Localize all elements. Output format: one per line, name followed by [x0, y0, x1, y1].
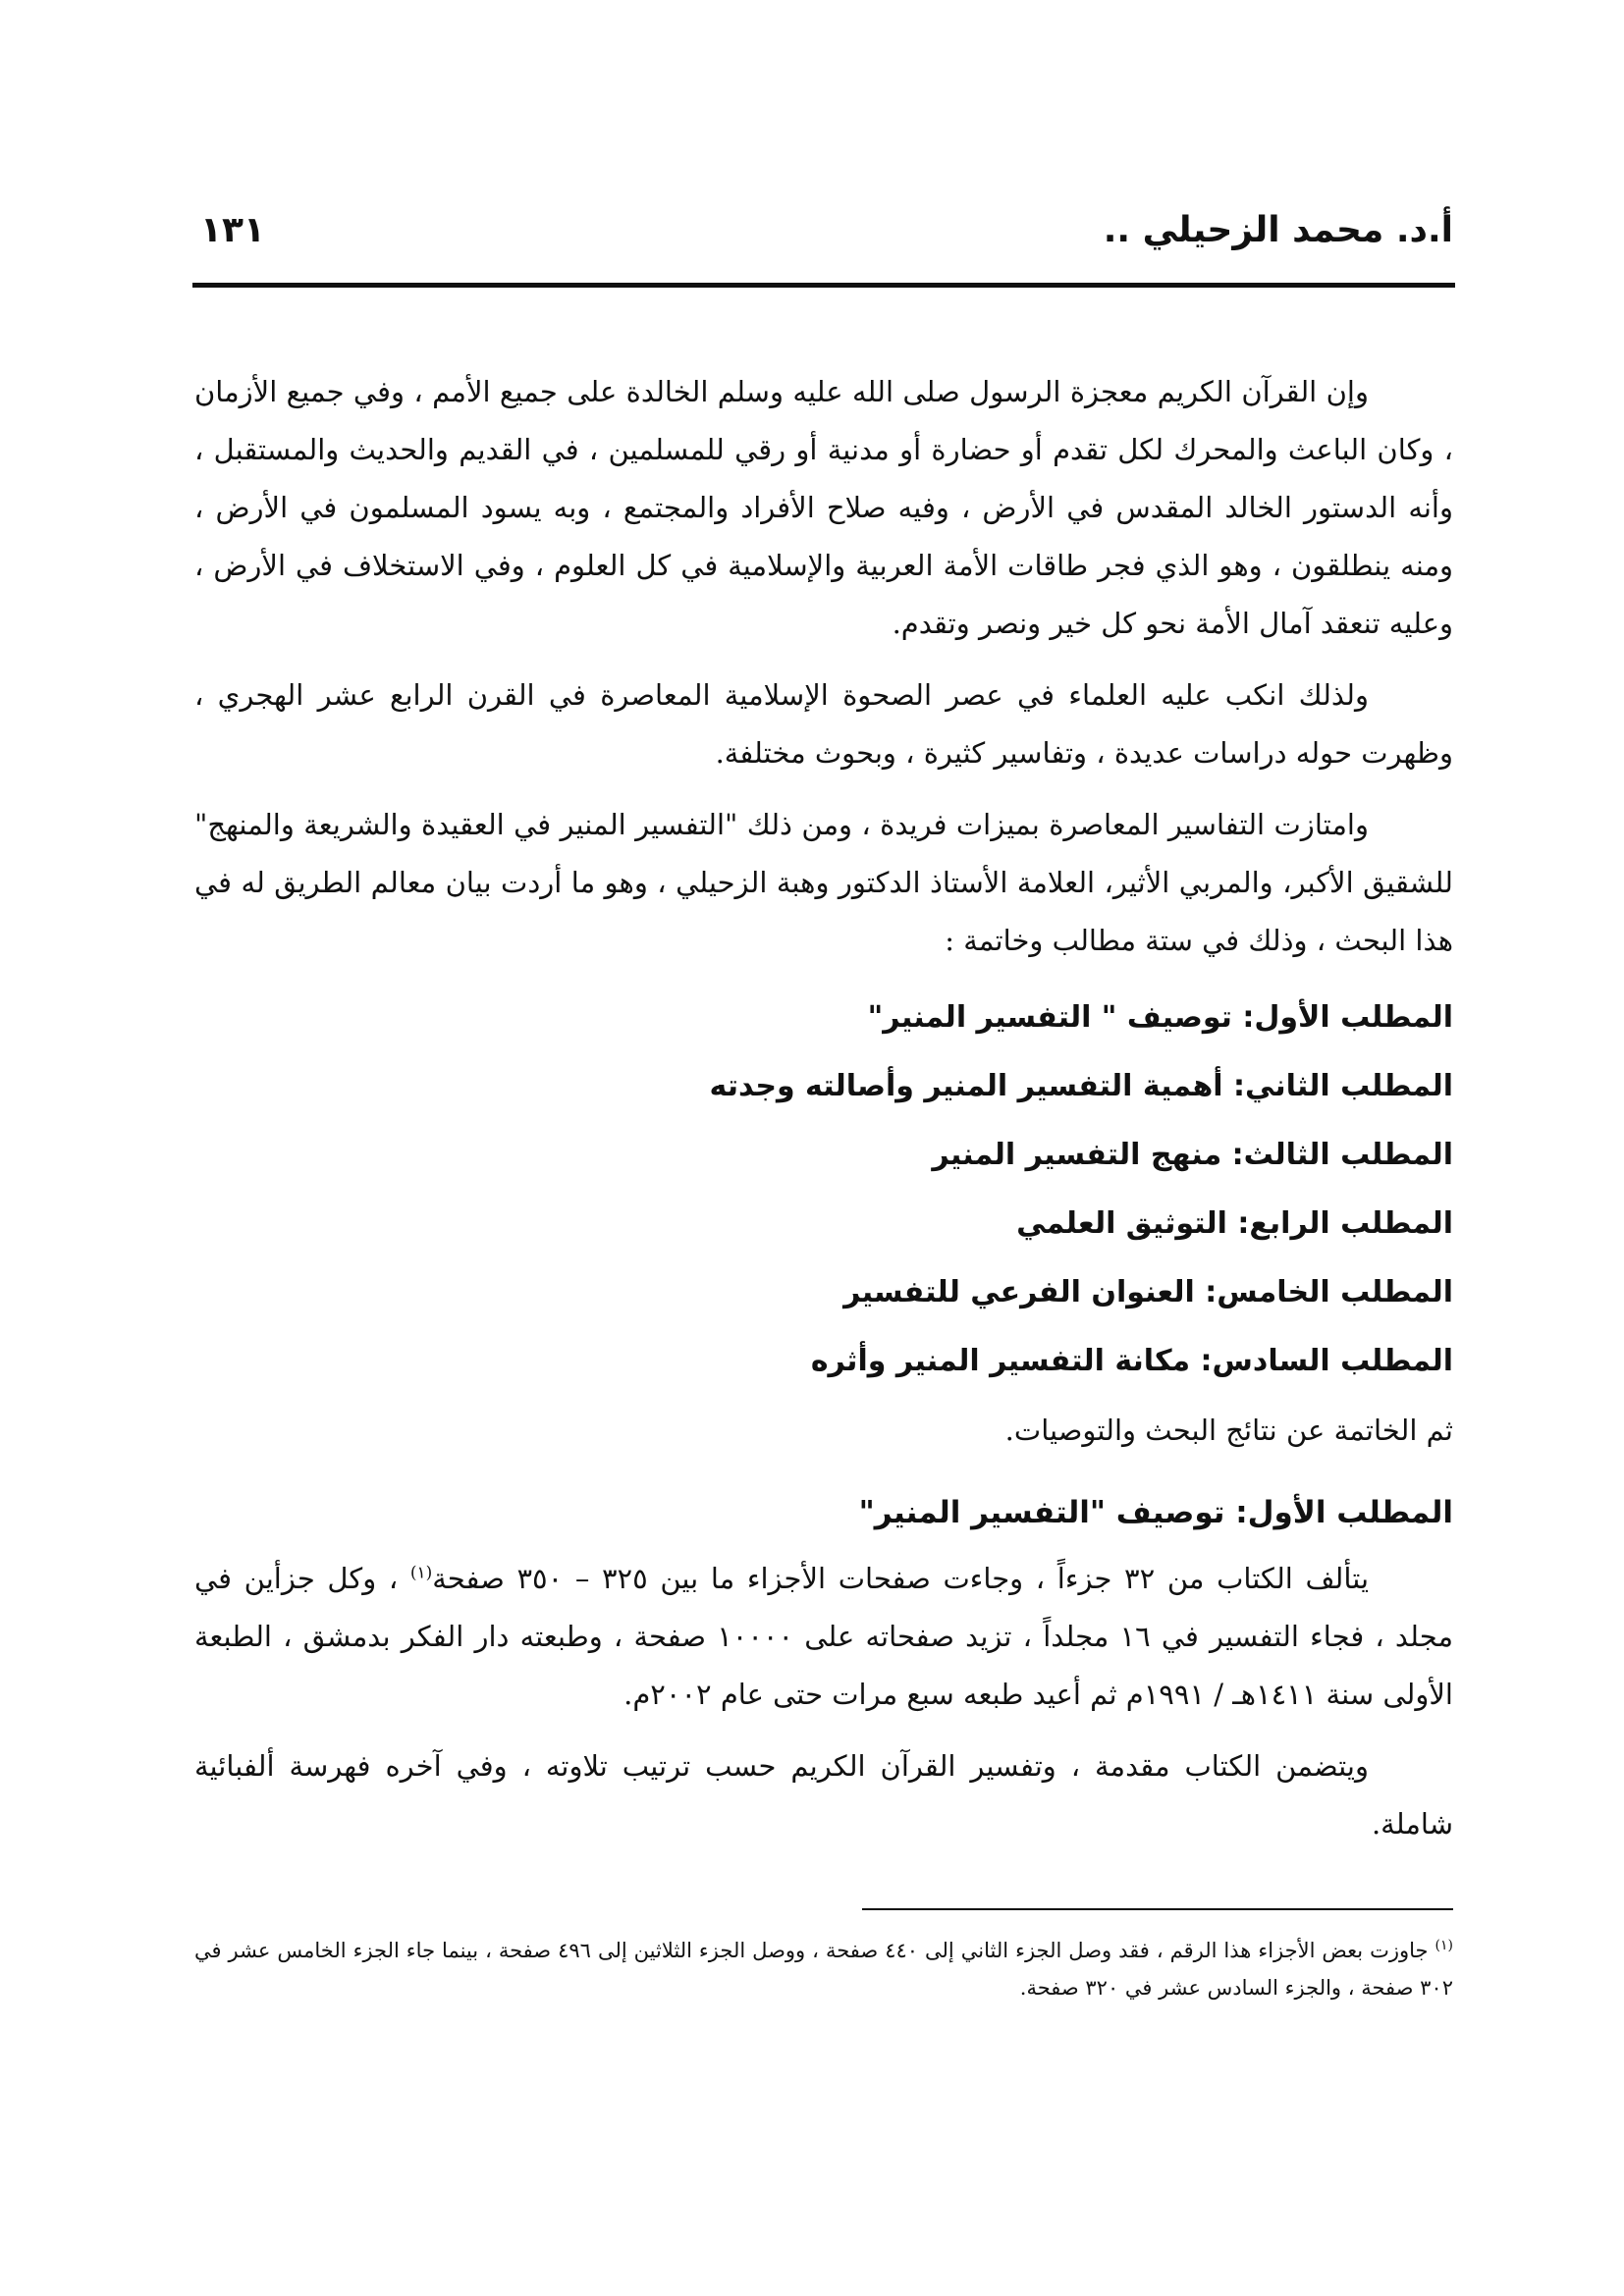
- header-divider: [192, 283, 1455, 288]
- main-text: [194, 363, 1453, 1867]
- list-item: المطلب الثاني: أهمية التفسير المنير وأصالته وجدته: [709, 1069, 1453, 1103]
- running-header: [194, 206, 1453, 275]
- section-paragraph-1-end: ، وكل جزأين في مجلد ، فجاء التفسير في ١٦ مجلداً ، تزيد صفحاته على ١٠٠٠٠ صفحة ، وطبعته دار الفكر بدمشق ، الطبعة الأولى سنة ١٤١١هـ / ١٩٩١م ثم أعيد طبعه سبع مرات حتى عام ٢٠٠٢م.: [194, 1562, 1453, 1711]
- footnote-mark: (١): [1435, 1938, 1453, 1953]
- intro-paragraph-3: وامتازت التفاسير المعاصرة بميزات فريدة ، ومن ذلك "التفسير المنير في العقيدة والشريعة والمنهج" للشقيق الأكبر، والمربي الأثير، العلامة الأستاذ الدكتور وهبة الزحيلي ، وهو ما أردت بيان معالم الطريق له في هذا البحث ، وذلك في ستة مطالب وخاتمة :: [194, 808, 1453, 957]
- list-item: المطلب الخامس: العنوان الفرعي للتفسير: [843, 1275, 1453, 1309]
- header-author: أ.د. محمد الزحيلي ..: [1103, 210, 1453, 250]
- section-heading: المطلب الأول: توصيف "التفسير المنير": [858, 1495, 1453, 1530]
- list-item: المطلب السادس: مكانة التفسير المنير وأثره: [810, 1344, 1453, 1378]
- footnote-divider: [862, 1908, 1453, 1910]
- conclusion-line: ثم الخاتمة عن نتائج البحث والتوصيات.: [1004, 1414, 1453, 1447]
- page-number: ١٣١: [200, 210, 265, 250]
- list-item: المطلب الرابع: التوثيق العلمي: [1016, 1206, 1453, 1241]
- footnote-text: جاوزت بعض الأجزاء هذا الرقم ، فقد وصل الجزء الثاني إلى ٤٤٠ صفحة ، ووصل الجزء الثلاثين إلى ٤٩٦ صفحة ، بينما جاء الجزء الخامس عشر في ٣٠٢ صفحة ، والجزء السادس عشر في ٣٢٠ صفحة.: [194, 1939, 1453, 2000]
- section-paragraph-1: [194, 1550, 1453, 1724]
- intro-paragraph-1: وإن القرآن الكريم معجزة الرسول صلى الله عليه وسلم الخالدة على جميع الأمم ، وفي جميع الأزمان ، وكان الباعث والمحرك لكل تقدم أو حضارة أو مدنية أو رقي للمسلمين ، في القديم والحديث والمستقبل ، وأنه الدستور الخالد المقدس في الأرض ، وفيه صلاح الأفراد والمجتمع ، وبه يسود المسلمون في الأرض ، ومنه ينطلقون ، وهو الذي فجر طاقات الأمة العربية والإسلامية في كل العلوم ، وفي الاستخلاف في الأرض ، وعليه تنعقد آمال الأمة نحو كل خير ونصر وتقدم.: [194, 375, 1453, 640]
- section-paragraph-1-start: يتألف الكتاب من ٣٢ جزءاً ، وجاءت صفحات الأجزاء ما بين ٣٢٥ – ٣٥٠ صفحة: [432, 1562, 1370, 1595]
- list-item: المطلب الثالث: منهج التفسير المنير: [932, 1138, 1453, 1172]
- intro-paragraph-2: ولذلك انكب عليه العلماء في عصر الصحوة الإسلامية المعاصرة في القرن الرابع عشر الهجري ، وظهرت حوله دراسات عديدة ، وتفاسير كثيرة ، وبحوث مختلفة.: [194, 678, 1453, 770]
- list-item: المطلب الأول: توصيف " التفسير المنير": [867, 1000, 1453, 1035]
- sections-list: [194, 984, 1453, 1396]
- footnote-reference: (١): [409, 1563, 433, 1583]
- section-paragraph-2: ويتضمن الكتاب مقدمة ، وتفسير القرآن الكريم حسب ترتيب تلاوته ، وفي آخره فهرسة ألفبائية شاملة.: [194, 1749, 1453, 1841]
- footnote: [194, 1932, 1453, 2006]
